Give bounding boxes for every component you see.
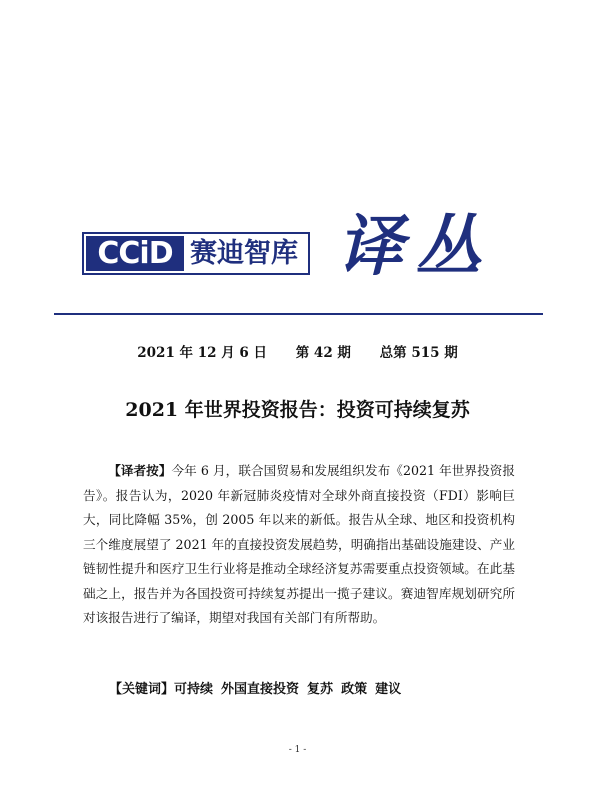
masthead [82,207,512,285]
logo-name-text: 赛迪智库 [190,238,298,269]
issue-number: 第 42 期 [295,345,351,361]
translator-note-label: 【译者按】 [108,463,172,478]
keyword: 可持续 [174,682,214,697]
logo-ccid-text: CCiD [86,236,184,271]
translator-note-body: 今年 6 月，联合国贸易和发展组织发布《2021 年世界投资报告》。报告认为，2020 年新冠肺炎疫情对全球外商直接投资（FDI）影响巨大，同比降幅 35%，创 2005 年以来的新低。报告从全球、地区和投资机构三个维度展望了 2021 年的直接投资发展趋势，明确指出基础设施建设、产业链韧性提升和医疗卫生行业将是推动全球经济复苏需要重点投资领域。在此基础之上，报告并为各国投资可持续复苏提出一揽子建议。赛迪智库规划研究所对该报告进行了编译，期望对我国有关部门有所帮助。 [83,463,516,625]
keyword: 外国直接投资 [221,682,300,697]
issue-total: 总第 515 期 [379,345,458,361]
header-divider [54,313,543,315]
document-title: 2021 年世界投资报告：投资可持续复苏 [125,399,470,421]
series-name: 译丛 [337,207,493,285]
keyword: 建议 [375,682,402,697]
keyword: 政策 [341,682,368,697]
keyword: 复苏 [307,682,334,697]
issue-info [0,341,595,361]
keywords-label: 【关键词】 [109,682,175,697]
translator-note [83,459,515,631]
page-number: - 1 - [288,745,307,755]
issue-date: 2021 年 12 月 6 日 [137,345,268,361]
keywords [83,678,515,697]
ccid-logo [82,232,310,275]
